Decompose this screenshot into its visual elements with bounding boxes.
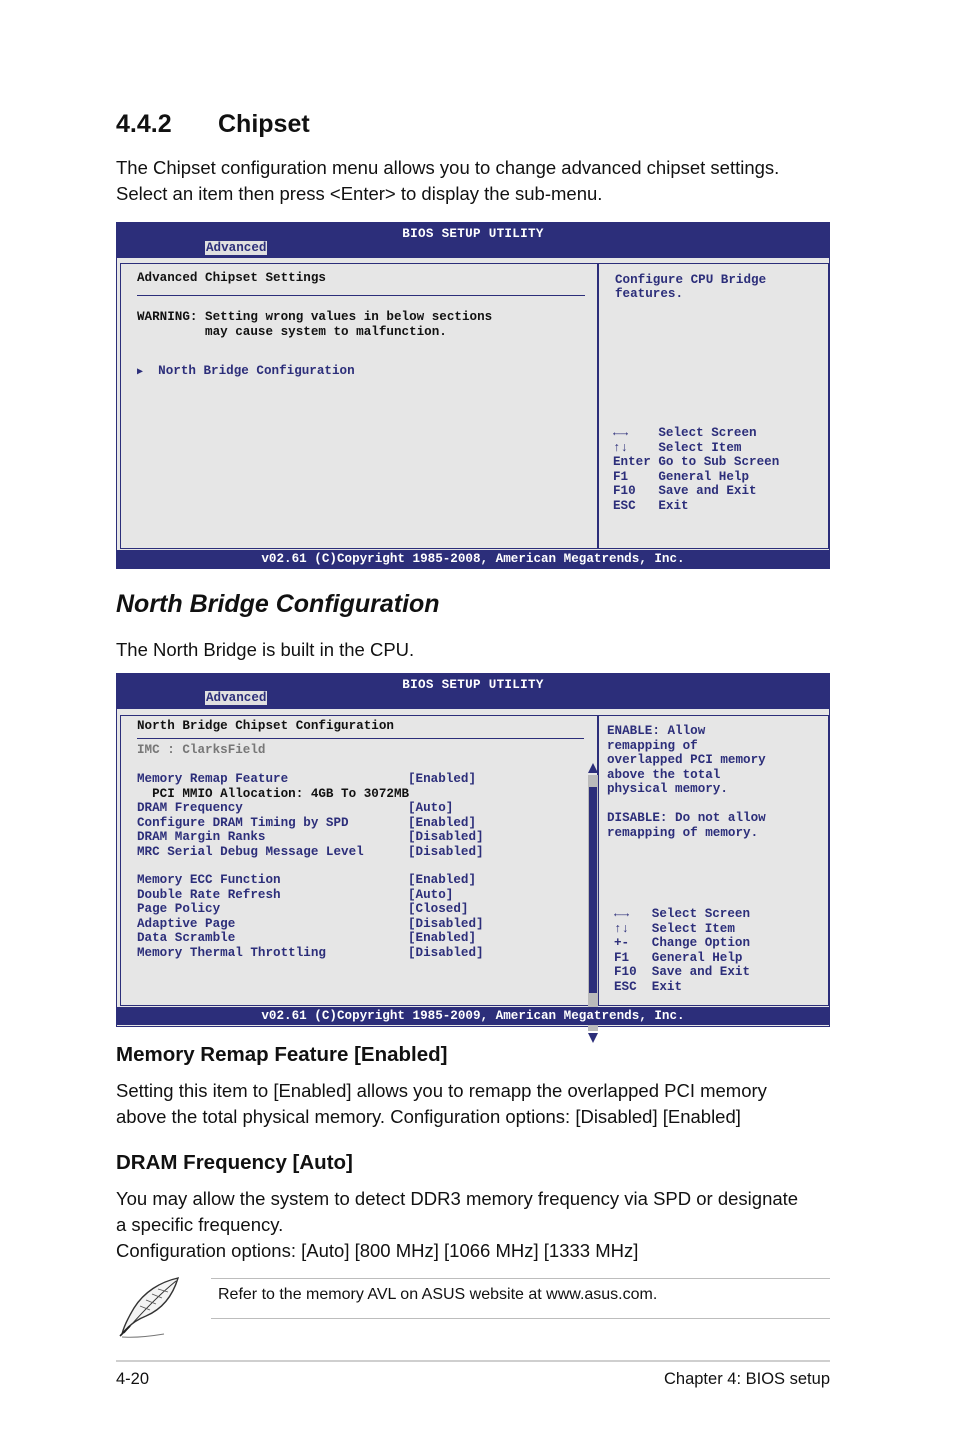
bios-main-panel [120,263,598,549]
triangle-right-icon: ▶ [137,367,144,378]
key-hint: F10 Save and Exit [613,484,757,498]
intro-paragraph [116,155,846,207]
section-number: 4.4.2 [116,110,172,138]
setting-label: Page Policy [137,902,221,916]
setting-label: Memory Remap Feature [137,772,289,786]
help-line: Configure CPU Bridge [615,273,767,287]
key-hint: ↑↓ Select Item [614,921,735,936]
dram-frequency-body [116,1186,846,1264]
heading-divider [137,738,584,739]
setting-label: PCI MMIO Allocation: 4GB To 3072MB [137,786,410,801]
setting-value: [Auto] [408,801,454,815]
bios-title-bar [117,674,829,709]
setting-label: Configure DRAM Timing by SPD [137,815,349,830]
bios-copyright-bar: v02.61 (C)Copyright 1985-2009, American Megatrends, Inc. [117,1007,829,1025]
key-hint: ←→ Select Screen [614,907,751,921]
footer-rule [116,1360,830,1362]
scroll-down-arrow-icon[interactable] [588,1033,598,1043]
note-bottom-rule [211,1318,830,1319]
body-line: above the total physical memory. Configuration options: [Disabled] [Enabled] [116,1106,741,1127]
body-line: Configuration options: [Auto] [800 MHz] [1066 MHz] [1333 MHz] [116,1240,639,1261]
bios-screen-north-bridge [116,673,830,1027]
menu-item-north-bridge[interactable] [137,364,355,381]
key-hint: F1 General Help [614,950,743,965]
key-hint: ↑↓ Select Item [613,441,742,455]
intro-line: The Chipset configuration menu allows you to change advanced chipset settings. [116,157,780,178]
page-number: 4-20 [116,1370,150,1388]
bios-title-bar [117,223,829,258]
key-hint: F1 General Help [613,470,750,484]
panel-heading: North Bridge Chipset Configuration [137,719,394,733]
setting-label: Data Scramble [137,931,236,945]
body-line: You may allow the system to detect DDR3 memory frequency via SPD or designate [116,1188,799,1209]
key-hint: ESC Exit [614,979,683,994]
memory-remap-heading: Memory Remap Feature [Enabled] [116,1043,448,1066]
key-hint: ←→ Select Screen [613,426,757,440]
key-hint: Enter Go to Sub Screen [613,455,780,469]
chapter-label: Chapter 4: BIOS setup [663,1370,830,1388]
scrollbar[interactable] [588,763,598,1043]
bios-main-panel [120,715,598,1006]
memory-remap-body [116,1078,846,1130]
help-line: above the total [607,767,721,782]
setting-value: [Enabled] [408,772,477,786]
setting-value: [Enabled] [408,873,477,887]
setting-value: [Disabled] [408,844,484,859]
north-bridge-intro: The North Bridge is built in the CPU. [116,639,415,660]
bios-title: BIOS SETUP UTILITY [402,678,544,692]
scroll-up-arrow-icon[interactable] [588,763,598,773]
setting-value: [Enabled] [408,815,477,830]
scroll-thumb[interactable] [589,787,597,993]
help-line: features. [615,287,684,301]
setting-label: Memory ECC Function [137,873,281,887]
warning-line: may cause system to malfunction. [137,325,447,339]
setting-value: [Closed] [408,902,469,916]
key-hint: +- Change Option [614,936,751,950]
help-line: physical memory. [607,782,728,796]
setting-value: [Disabled] [408,830,484,844]
setting-label: Adaptive Page [137,916,236,931]
setting-value: [Disabled] [408,945,484,960]
body-line: a specific frequency. [116,1214,284,1235]
setting-value: [Auto] [408,887,454,902]
imc-info: IMC : ClarksField [137,743,266,757]
bios-screen-chipset [116,222,830,569]
panel-heading: Advanced Chipset Settings [137,271,326,285]
setting-value: [Disabled] [408,916,484,931]
body-line: Setting this item to [Enabled] allows you to remapp the overlapped PCI memory [116,1080,767,1101]
bios-help-panel [598,715,829,1006]
bios-title: BIOS SETUP UTILITY [402,227,544,241]
note-text: Refer to the memory AVL on ASUS website at www.asus.com. [218,1286,658,1303]
note-top-rule [211,1278,830,1279]
setting-label: DRAM Frequency [137,801,243,815]
setting-label: Memory Thermal Throttling [137,945,326,960]
help-line: remapping of [607,738,698,753]
setting-label: DRAM Margin Ranks [137,830,266,844]
setting-label: MRC Serial Debug Message Level [137,844,364,859]
section-title: Chipset [218,110,310,138]
key-hint: ESC Exit [613,499,689,513]
setting-label: Double Rate Refresh [137,887,281,902]
bios-help-panel [598,263,829,549]
north-bridge-heading: North Bridge Configuration [116,590,440,618]
heading-divider [137,295,585,296]
bios-copyright-bar: v02.61 (C)Copyright 1985-2008, American Megatrends, Inc. [117,550,829,568]
help-line: remapping of memory. [607,825,759,840]
submenu-label: North Bridge Configuration [158,364,355,378]
feather-pen-icon [116,1276,182,1340]
section-heading [116,110,310,139]
intro-line: Select an item then press <Enter> to display the sub-menu. [116,183,603,204]
help-line: DISABLE: Do not allow [607,811,766,825]
help-line: ENABLE: Allow [607,724,706,738]
key-hint: F10 Save and Exit [614,965,751,979]
dram-frequency-heading: DRAM Frequency [Auto] [116,1151,353,1174]
tab-advanced[interactable]: Advanced [206,241,267,255]
warning-line: WARNING: Setting wrong values in below sections [137,310,493,324]
setting-value: [Enabled] [408,931,477,945]
help-line: overlapped PCI memory [607,753,766,767]
tab-advanced[interactable]: Advanced [206,691,267,705]
